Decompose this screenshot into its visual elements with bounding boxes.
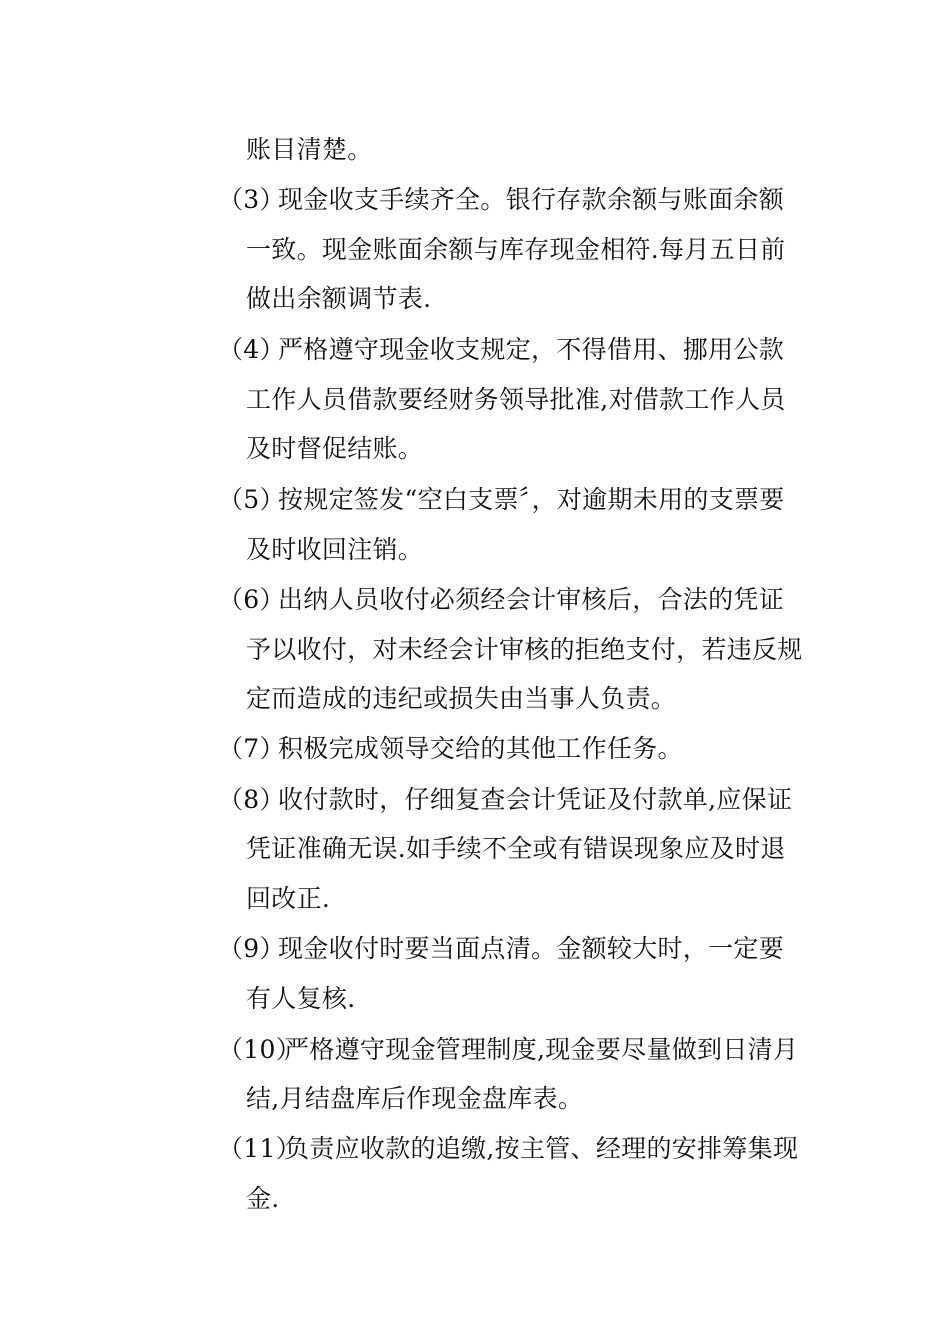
list-item-5 xyxy=(218,480,785,520)
list-item-7 xyxy=(218,729,683,769)
item-text: 现金收付时要当面点清。金额较大时，一定要 xyxy=(278,934,785,963)
item-number: （8） xyxy=(218,785,285,814)
list-item-3 xyxy=(218,180,784,220)
list-item-9 xyxy=(218,929,784,969)
item-text: 按规定签发“空白支票〞，对逾期未用的支票要 xyxy=(278,485,785,514)
item-text: 严格遵守现金管理制度,现金要尽量做到日清月 xyxy=(284,1035,799,1064)
item-number: （7） xyxy=(218,734,285,763)
text-line: 定而造成的违纪或损失由当事人负责。 xyxy=(246,684,677,713)
text-line: 做出余额调节表. xyxy=(246,284,432,313)
item-number: （3） xyxy=(218,185,285,214)
text-line: 回改正. xyxy=(246,884,331,913)
list-item-11 xyxy=(218,1129,798,1169)
list-item-10 xyxy=(218,1030,798,1070)
item-number: （4） xyxy=(218,335,285,364)
item-number: （11） xyxy=(218,1134,302,1163)
text-line: 有人复核. xyxy=(246,984,356,1013)
item-text: 严格遵守现金收支规定，不得借用、挪用公款 xyxy=(278,335,785,364)
text-line: 凭证准确无误.如手续不全或有错误现象应及时退 xyxy=(246,834,786,863)
item-number: （10） xyxy=(218,1035,302,1064)
list-item-4 xyxy=(218,330,784,370)
text-line: 予以收付，对未经会计审核的拒绝支付，若违反规 xyxy=(246,635,803,664)
text-line: 一致。现金账面余额与库存现金相符.每月五日前 xyxy=(246,235,786,264)
item-text: 负责应收款的追缴,按主管、经理的安排筹集现 xyxy=(284,1134,799,1163)
text-line: 账目清楚。 xyxy=(246,135,373,164)
item-text: 出纳人员收付必须经会计审核后，合法的凭证 xyxy=(278,585,785,614)
item-text: 现金收支手续齐全。银行存款余额与账面余额 xyxy=(278,185,785,214)
text-line: 及时收回注销。 xyxy=(246,535,424,564)
list-item-6 xyxy=(218,580,784,620)
item-text: 积极完成领导交给的其他工作任务。 xyxy=(278,734,683,763)
text-line: 工作人员借款要经财务领导批准,对借款工作人员 xyxy=(246,385,786,414)
item-text: 收付款时，仔细复查会计凭证及付款单,应保证 xyxy=(278,785,793,814)
list-item-8 xyxy=(218,780,792,820)
item-number: （6） xyxy=(218,585,285,614)
text-line: 及时督促结账。 xyxy=(246,434,424,463)
item-number: （5） xyxy=(218,485,285,514)
item-number: （9） xyxy=(218,934,285,963)
text-line: 结,月结盘库后作现金盘库表。 xyxy=(246,1084,584,1113)
text-line: 金. xyxy=(246,1184,280,1213)
